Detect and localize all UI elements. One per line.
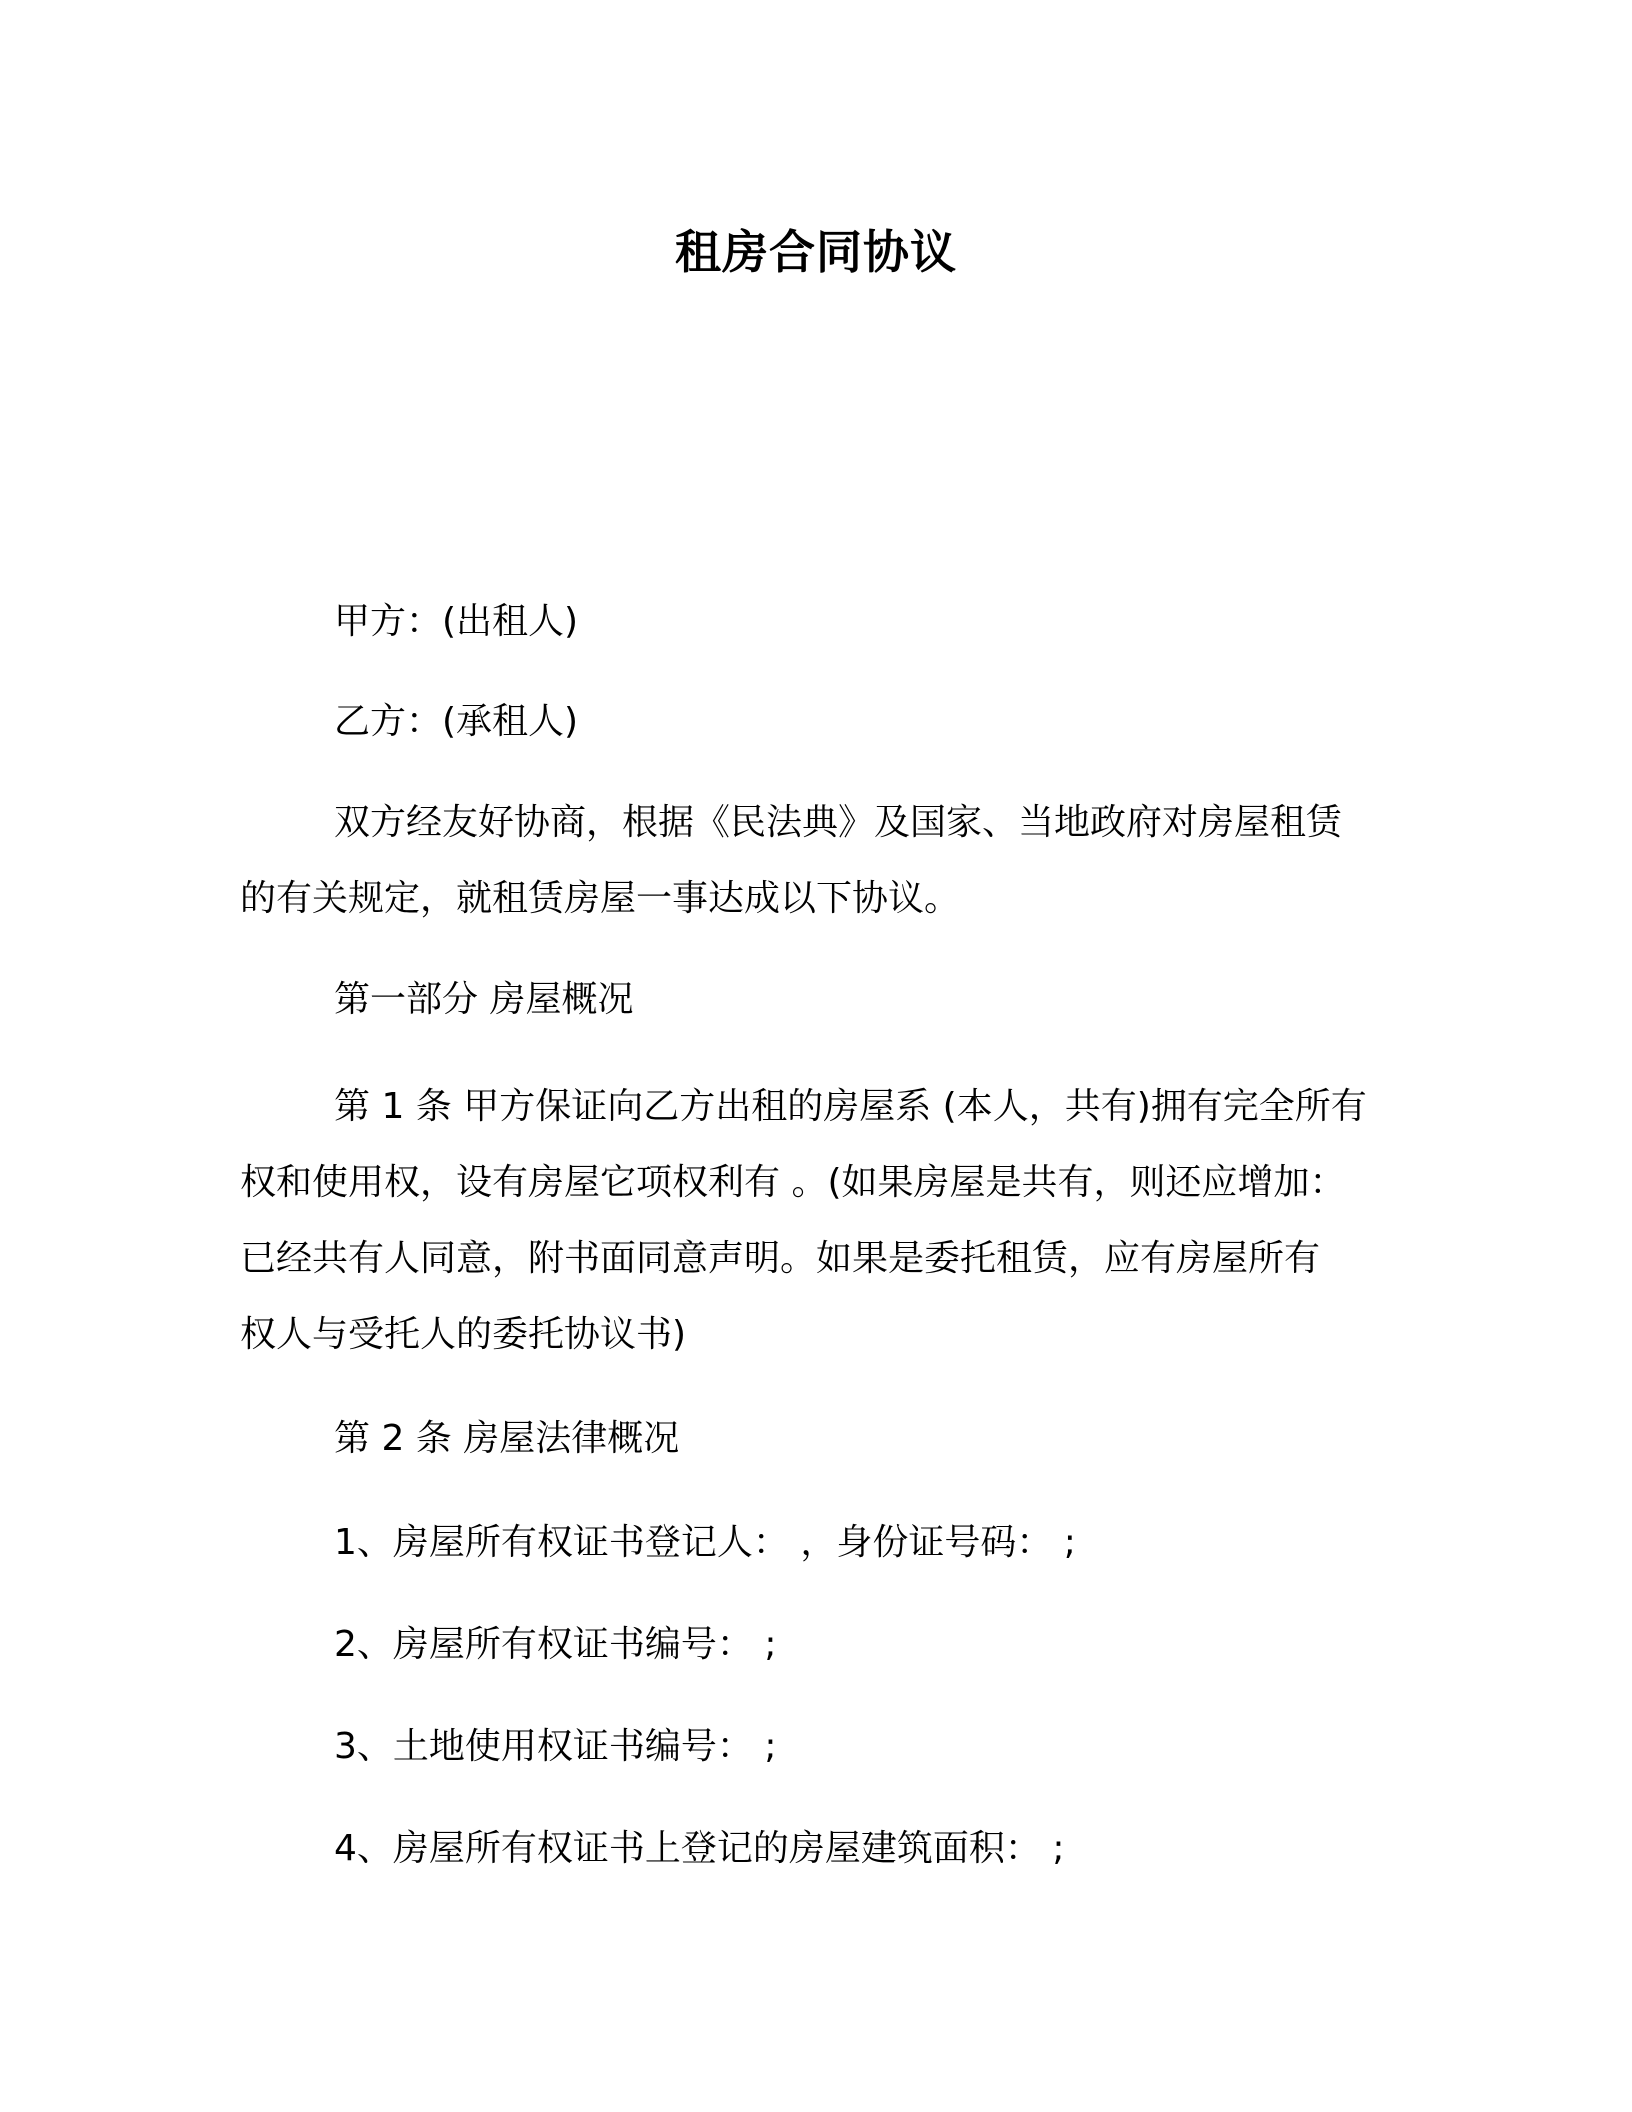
list-item-2: 2、房屋所有权证书编号： ;	[334, 1624, 777, 1665]
intro-paragraph-line-1: 双方经友好协商，根据《民法典》及国家、当地政府对房屋租赁	[334, 802, 1343, 843]
section-heading-part-one: 第一部分 房屋概况	[334, 979, 634, 1020]
list-item-4: 4、房屋所有权证书上登记的房屋建筑面积： ;	[334, 1828, 1065, 1869]
list-item-1: 1、房屋所有权证书登记人： ，身份证号码： ;	[334, 1522, 1076, 1563]
article-1-line-3: 已经共有人同意，附书面同意声明。如果是委托租赁，应有房屋所有	[240, 1238, 1321, 1279]
document-title: 租房合同协议	[675, 225, 957, 279]
party-a-line: 甲方：(出租人)	[334, 601, 579, 642]
party-b-line: 乙方：(承租人)	[334, 701, 579, 742]
article-1-line-1: 第 1 条 甲方保证向乙方出租的房屋系 (本人，共有)拥有完全所有	[334, 1086, 1367, 1127]
article-2-heading: 第 2 条 房屋法律概况	[334, 1418, 680, 1459]
intro-paragraph-line-2: 的有关规定，就租赁房屋一事达成以下协议。	[240, 878, 961, 919]
article-1-line-2: 权和使用权，设有房屋它项权利有 。(如果房屋是共有，则还应增加：	[240, 1162, 1346, 1203]
article-1-line-4: 权人与受托人的委托协议书)	[240, 1314, 687, 1355]
list-item-3: 3、土地使用权证书编号： ;	[334, 1726, 777, 1767]
